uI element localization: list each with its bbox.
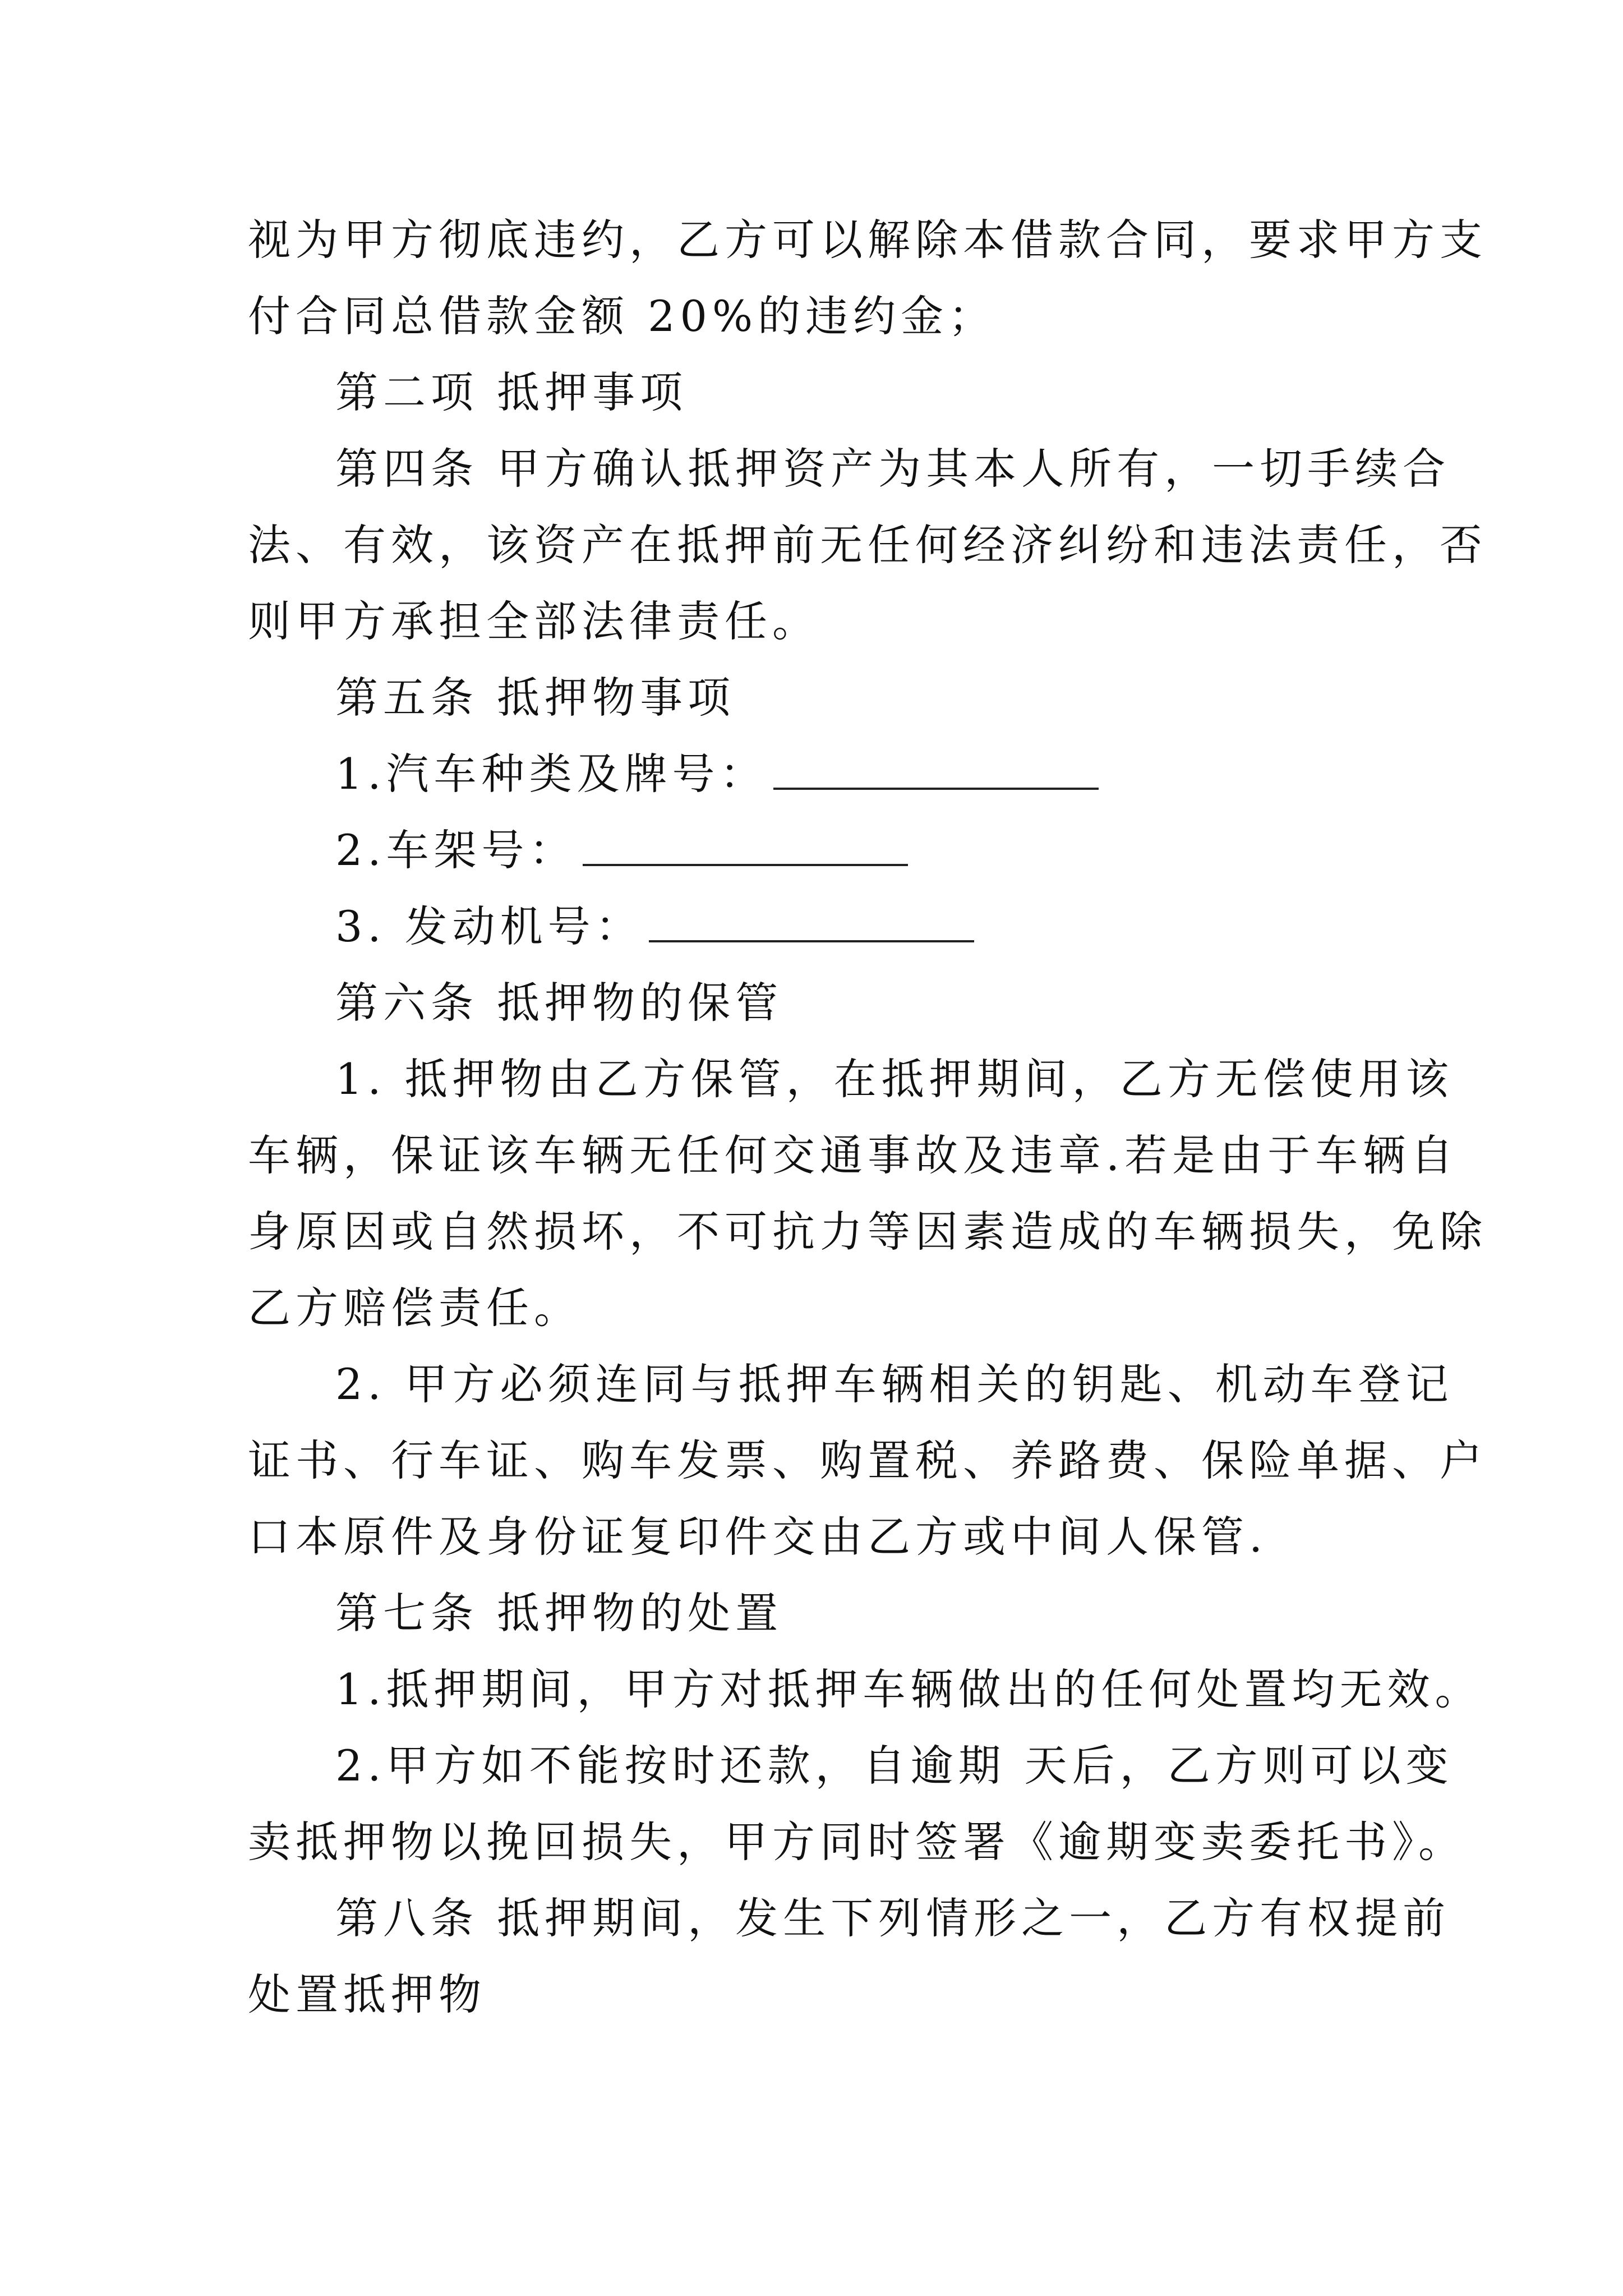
paragraph-line: 2.甲方如不能按时还款，自逾期 天后，乙方则可以变 [335, 1741, 1454, 1791]
section-heading: 第二项 抵押事项 [335, 367, 688, 417]
fill-in-blank [649, 940, 974, 942]
paragraph-line: 2. 甲方必须连同与抵押车辆相关的钥匙、机动车登记 [335, 1359, 1454, 1409]
paragraph-line: 视为甲方彻底违约，乙方可以解除本借款合同，要求甲方支 [248, 215, 1487, 265]
paragraph-line: 法、有效，该资产在抵押前无任何经济纠纷和违法责任，否 [248, 520, 1487, 570]
paragraph-line: 口本原件及身份证复印件交由乙方或中间人保管. [248, 1512, 1268, 1562]
fill-in-blank [773, 788, 1099, 790]
field-label: 2.车架号： [335, 825, 577, 875]
paragraph-line: 1. 抵押物由乙方保管，在抵押期间，乙方无偿使用该 [335, 1054, 1454, 1104]
paragraph-line: 处置抵押物 [248, 1970, 486, 2019]
paragraph-line: 卖抵押物以挽回损失，甲方同时签署《逾期变卖委托书》。 [248, 1817, 1466, 1867]
paragraph-line: 乙方赔偿责任。 [248, 1283, 582, 1333]
paragraph-line: 证书、行车证、购车发票、购置税、养路费、保险单据、户 [248, 1435, 1487, 1485]
field-row [335, 746, 1099, 802]
fill-in-blank [583, 864, 908, 866]
article-heading: 第六条 抵押物的保管 [335, 978, 783, 1028]
article-heading: 第八条 抵押期间，发生下列情形之一，乙方有权提前 [335, 1893, 1451, 1943]
article-heading: 第五条 抵押物事项 [335, 673, 736, 723]
paragraph-line: 车辆，保证该车辆无任何交通事故及违章.若是由于车辆自 [248, 1130, 1459, 1180]
field-row [335, 899, 974, 955]
field-label: 1.汽车种类及牌号： [335, 749, 768, 799]
paragraph-line: 付合同总借款金额 20%的违约金； [248, 291, 997, 341]
paragraph-line: 1.抵押期间，甲方对抵押车辆做出的任何处置均无效。 [335, 1664, 1483, 1714]
article-heading: 第七条 抵押物的处置 [335, 1588, 783, 1638]
article-heading: 第四条 甲方确认抵押资产为其本人所有，一切手续合 [335, 444, 1451, 494]
field-row [335, 822, 908, 878]
field-label: 3. 发动机号： [335, 901, 643, 951]
paragraph-line: 身原因或自然损坏，不可抗力等因素造成的车辆损失，免除 [248, 1207, 1487, 1257]
paragraph-line: 则甲方承担全部法律责任。 [248, 596, 820, 646]
